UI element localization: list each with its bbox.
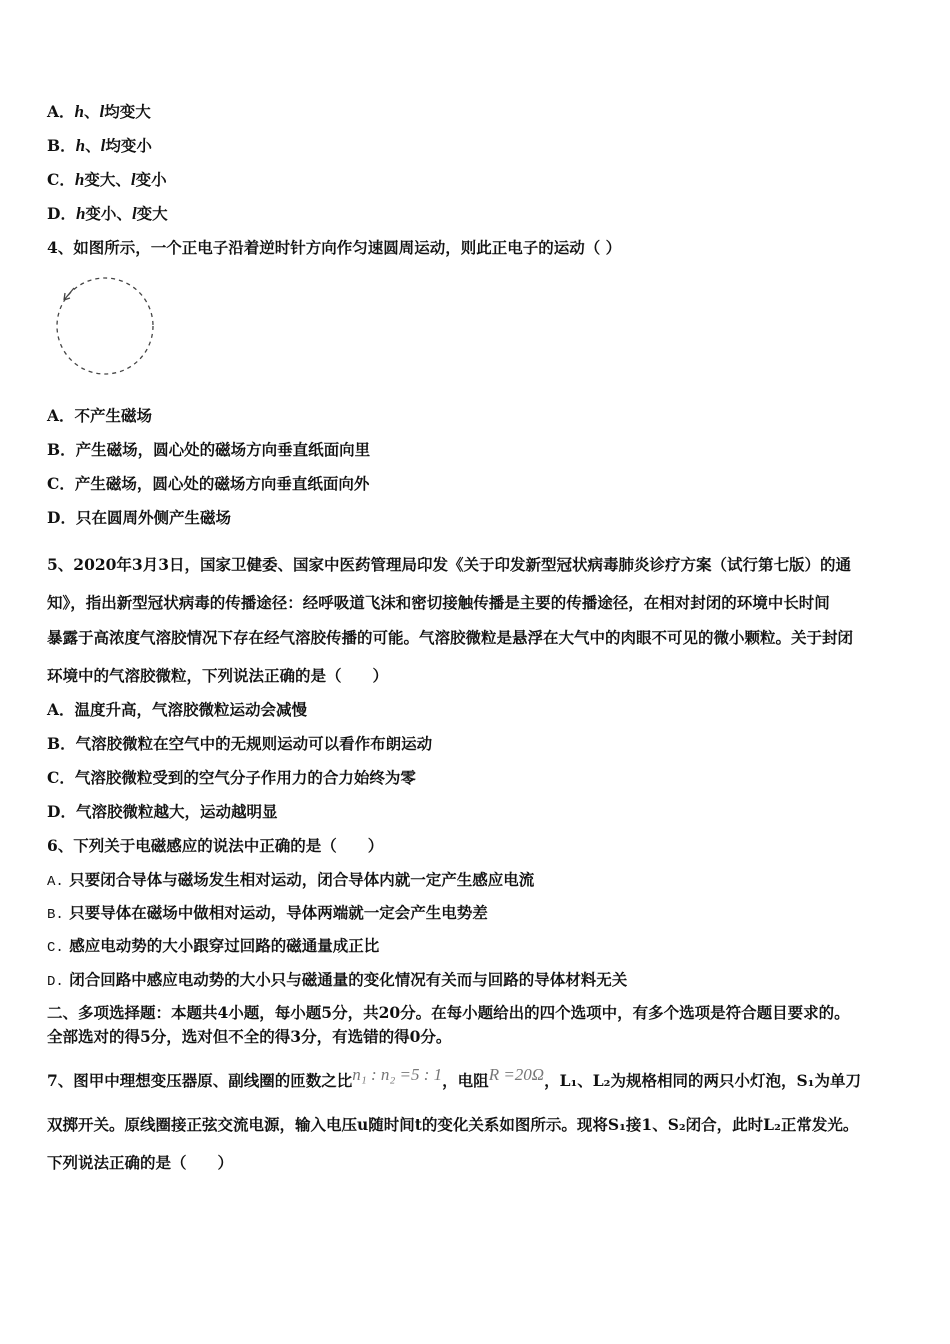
q6-option-c: C. 感应电动势的大小跟穿过回路的磁通量成正比	[47, 936, 380, 956]
q4-option-c: C．产生磁场，圆心处的磁场方向垂直纸面向外	[47, 474, 370, 493]
q7-stem-line3: 下列说法正确的是（ ）	[47, 1153, 234, 1172]
q7-stem-line2: 双掷开关。原线圈接正弦交流电源，输入电压u随时间t的变化关系如图所示。现将S₁接1、S₂闭合，此时L₂正常发光。	[47, 1115, 859, 1134]
q6-option-d: D. 闭合回路中感应电动势的大小只与磁通量的变化情况有关而与回路的导体材料无关	[47, 970, 628, 990]
section2-heading: 全部选对的得5分，选对但不全的得3分，有选错的得0分。	[47, 1027, 452, 1046]
q5-option-b: B．气溶胶微粒在空气中的无规则运动可以看作布朗运动	[47, 734, 433, 753]
q6-option-b: B. 只要导体在磁场中做相对运动，导体两端就一定会产生电势差	[47, 903, 488, 923]
q4-stem: 4、如图所示，一个正电子沿着逆时针方向作匀速圆周运动，则此正电子的运动（ ）	[47, 238, 622, 257]
arrow-icon	[64, 288, 74, 300]
q3-option-b: B．h、l均变小	[47, 136, 152, 155]
q4-option-a: A．不产生磁场	[47, 406, 153, 425]
resistance-formula: R =20Ω	[488, 1065, 545, 1084]
q4-option-b: B．产生磁场，圆心处的磁场方向垂直纸面向里	[47, 440, 371, 459]
q3-option-d: D．h变小、l变大	[47, 204, 168, 223]
q6-option-a: A. 只要闭合导体与磁场发生相对运动，闭合导体内就一定产生感应电流	[47, 870, 535, 890]
section2-heading: 二、多项选择题：本题共4小题，每小题5分，共20分。在每小题给出的四个选项中，有多个选项是符合题目要求的。	[47, 1003, 850, 1022]
circular-motion-diagram	[50, 274, 160, 378]
turns-ratio-formula: n₁ : n₂ =5 : 1	[352, 1065, 443, 1084]
q5-stem-line: 环境中的气溶胶微粒，下列说法正确的是（ ）	[47, 666, 389, 685]
q4-option-d: D．只在圆周外侧产生磁场	[47, 508, 231, 527]
q5-stem-line: 知》，指出新型冠状病毒的传播途径：经呼吸道飞沫和密切接触传播是主要的传播途径，在相对封闭的环境中长时间	[47, 593, 830, 612]
q3-option-c: C．h变大、l变小	[47, 170, 167, 189]
q5-option-a: A．温度升高，气溶胶微粒运动会减慢	[47, 700, 308, 719]
q5-option-d: D．气溶胶微粒越大，运动越明显	[47, 802, 278, 821]
q3-option-a: A．h、l均变大	[47, 102, 151, 121]
q5-stem-line: 暴露于高浓度气溶胶情况下存在经气溶胶传播的可能。气溶胶微粒是悬浮在大气中的肉眼不可见的微小颗粒。关于封闭	[47, 628, 854, 647]
q6-stem: 6、下列关于电磁感应的说法中正确的是（ ）	[47, 836, 384, 855]
q5-option-c: C．气溶胶微粒受到的空气分子作用力的合力始终为零	[47, 768, 416, 787]
q5-stem-line: 5、2020年3月3日，国家卫健委、国家中医药管理局印发《关于印发新型冠状病毒肺炎诊疗方案（试行第七版）的通	[47, 555, 851, 574]
q7-stem-line1: 7、图甲中理想变压器原、副线圈的匝数之比n₁ : n₂ =5 : 1，电阻R =20Ω，L₁、L₂为规格相同的两只小灯泡，S₁为单刀	[47, 1065, 861, 1090]
